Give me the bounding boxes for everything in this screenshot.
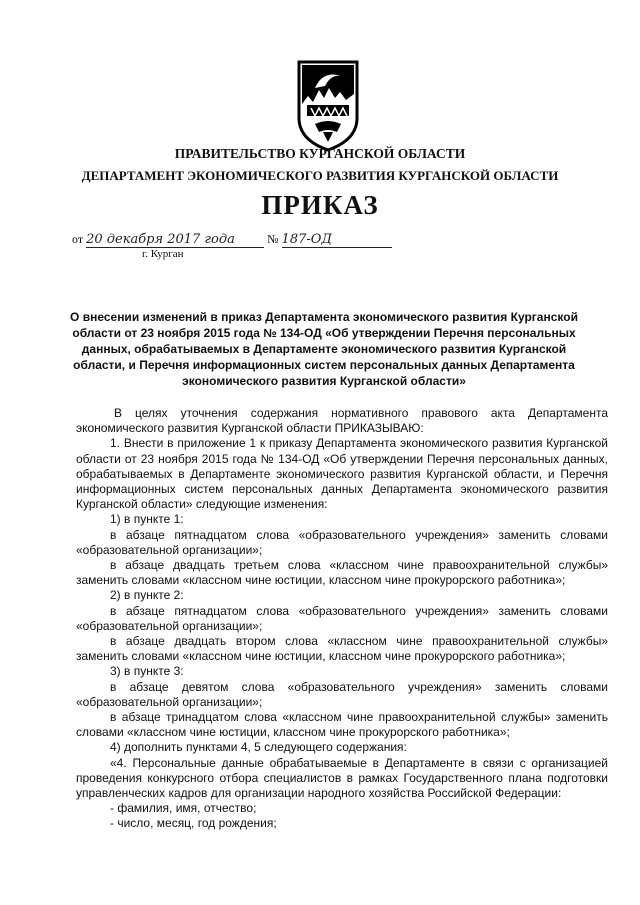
document-type: ПРИКАЗ bbox=[261, 190, 379, 220]
sub-item-2-change-b: в абзаце двадцать втором слова «классном чине правоохранительной службы» заменить словами «классном чине юстиции, классном чине прокурорского работника»; bbox=[76, 634, 608, 664]
sub-item-2-change-a: в абзаце пятнадцатом слова «образовательного учреждения» заменить словами «образовательной организации»; bbox=[76, 603, 608, 633]
sub-item-3-change-a: в абзаце девятом слова «образовательного учреждения» заменить словами «образовательной организации»; bbox=[76, 679, 608, 709]
new-point-4: «4. Персональные данные обрабатываемые в Департаменте в связи с организацией проведения конкурсного отбора специалистов в рамках Государственного плана подготовки управленческих кадров для организации народного хозяйства Российской Федерации: bbox=[76, 755, 608, 801]
sub-item-3: 3) в пункте 3: bbox=[110, 664, 184, 679]
number-sign: № bbox=[267, 232, 279, 246]
date-number-line bbox=[72, 232, 392, 248]
preamble: В целях уточнения содержания нормативного правового акта Департамента экономического развития Курганской области ПРИКАЗЫВАЮ: bbox=[76, 406, 608, 436]
sub-item-3-change-b: в абзаце тринадцатом слова «классном чине правоохранительной службы» заменить словами «классном чине юстиции, классном чине прокурорского работника»; bbox=[76, 710, 608, 740]
sub-item-4: 4) дополнить пунктами 4, 5 следующего содержания: bbox=[110, 740, 407, 755]
date-from-label: от bbox=[72, 232, 84, 246]
department-name: ДЕПАРТАМЕНТ ЭКОНОМИЧЕСКОГО РАЗВИТИЯ КУРГАНСКОЙ ОБЛАСТИ bbox=[81, 168, 559, 183]
document-number: 187-ОД bbox=[282, 232, 392, 248]
order-title: О внесении изменений в приказ Департамента экономического развития Курганской области от 23 ноября 2015 года № 134-ОД «Об утверждении Перечня персональных данных, обрабатываемых в Департаменте экономического развития Курганской области, и Перечня информационных систем персональных данных Департамента экономического развития Курганской области» bbox=[70, 310, 578, 388]
sub-item-2: 2) в пункте 2: bbox=[110, 588, 184, 603]
document-date: 20 декабря 2017 года bbox=[86, 232, 264, 248]
sub-item-1-change-a: в абзаце пятнадцатом слова «образовательного учреждения» заменить словами «образовательной организации»; bbox=[76, 527, 608, 557]
order-body bbox=[76, 406, 608, 832]
list-item: - фамилия, имя, отчество; bbox=[110, 801, 257, 816]
list-item: - число, месяц, год рождения; bbox=[110, 816, 277, 831]
sub-item-1: 1) в пункте 1: bbox=[110, 512, 184, 527]
sub-item-1-change-b: в абзаце двадцать третьем слова «классном чине правоохранительной службы» заменить словами «классном чине юстиции, классном чине прокурорского работника»; bbox=[76, 558, 608, 588]
coat-of-arms-emblem bbox=[293, 58, 363, 154]
government-name: ПРАВИТЕЛЬСТВО КУРГАНСКОЙ ОБЛАСТИ bbox=[174, 146, 466, 161]
city: г. Курган bbox=[142, 248, 184, 260]
item-1: 1. Внести в приложение 1 к приказу Департамента экономического развития Курганской области от 23 ноября 2015 года № 134-ОД «Об утверждении Перечня персональных данных, обрабатываемых в Департаменте экономического развития Курганской области, и Перечня информационных систем персональных данных Департамента экономического развития Курганской области» следующие изменения: bbox=[76, 436, 608, 512]
